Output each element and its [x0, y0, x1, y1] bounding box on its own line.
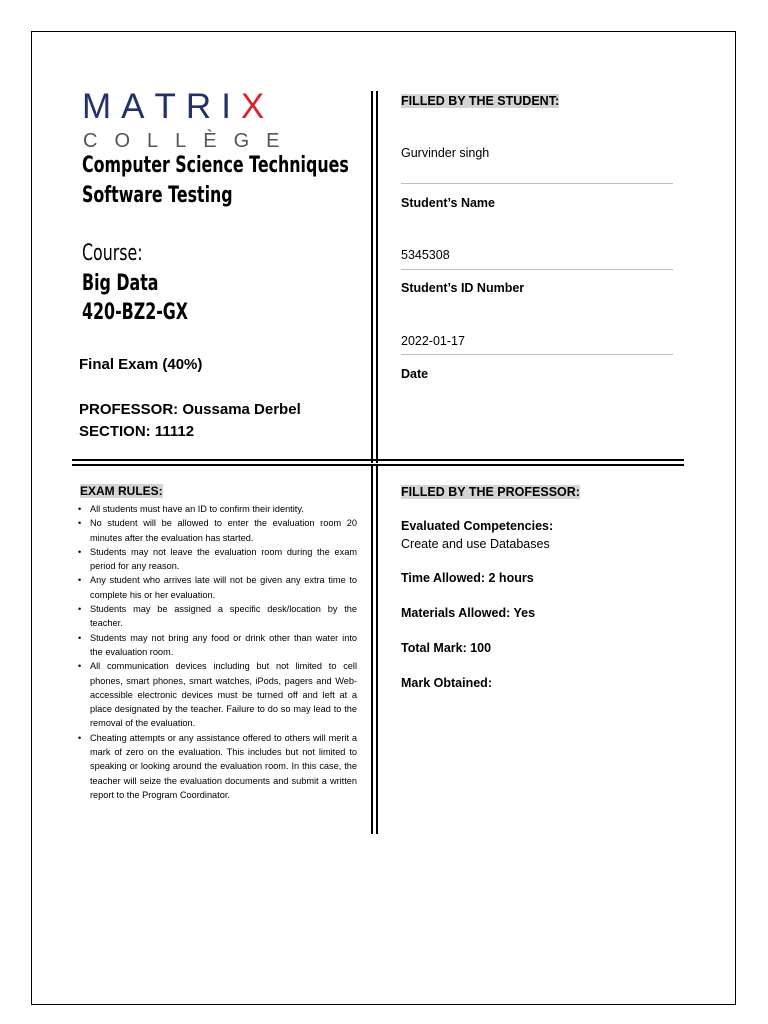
college-logo [82, 88, 274, 126]
rule-item: • All students must have an ID to confirm their identity. [76, 502, 357, 516]
vertical-divider-bottom-inner [376, 466, 378, 834]
logo-subtitle: COLLÈGE [83, 130, 297, 152]
rule-item: • Students may not leave the evaluation room during the exam period for any reason. [76, 545, 357, 574]
exam-title: Final Exam (40%) [79, 356, 203, 373]
logo-letter: M [82, 87, 122, 126]
horizontal-divider [72, 459, 684, 461]
student-box-heading [401, 94, 559, 108]
competencies-value: Create and use Databases [401, 537, 550, 551]
total-mark: Total Mark: 100 [401, 641, 492, 655]
competencies-label: Evaluated Competencies: [401, 519, 554, 533]
rule-item: • No student will be allowed to enter the evaluation room 20 minutes after the evaluation has started. [76, 516, 357, 545]
date-label: Date [401, 367, 429, 381]
logo-letter: T [154, 87, 186, 126]
date-underline [401, 354, 673, 355]
student-id-label: Student’s ID Number [401, 281, 525, 295]
exam-rules-list [76, 502, 357, 802]
student-name-underline [401, 183, 673, 184]
horizontal-divider-inner [72, 464, 684, 466]
student-name-value: Gurvinder singh [401, 146, 490, 160]
course-code: 420-BZ2-GX [82, 300, 189, 325]
logo-letter: A [121, 87, 155, 126]
section-line: SECTION: 11112 [79, 423, 195, 440]
student-name-label: Student’s Name [401, 196, 496, 210]
program-title: Computer Science Techniques [82, 153, 349, 178]
rule-item: • Students may be assigned a specific desk/location by the teacher. [76, 602, 357, 631]
vertical-divider-top [371, 91, 373, 463]
exam-rules-heading-text: EXAM RULES: [80, 484, 163, 498]
vertical-divider-bottom [371, 466, 373, 834]
professor-line: PROFESSOR: Oussama Derbel [79, 401, 301, 418]
rule-item: • Students may not bring any food or drink other than water into the evaluation room. [76, 631, 357, 660]
professor-box-heading [401, 485, 580, 499]
student-id-value: 5345308 [401, 248, 450, 262]
date-value: 2022-01-17 [401, 334, 465, 348]
exam-rules-heading [80, 484, 163, 498]
vertical-divider-top-inner [376, 91, 378, 463]
student-box-heading-text: FILLED BY THE STUDENT: [401, 94, 560, 108]
professor-box-heading-text: FILLED BY THE PROFESSOR: [401, 485, 580, 499]
materials-allowed: Materials Allowed: Yes [401, 606, 536, 620]
rule-item: • All communication devices including but not limited to cell phones, smart phones, smart watches, iPods, pagers and Web-accessible electronic devices must be turned off and left at a place designated by the teacher. Failure to do so may lead to the removal of the evaluation. [76, 659, 357, 730]
rule-item: • Cheating attempts or any assistance offered to others will merit a mark of zero on the evaluation. This includes but not limited to speaking or looking around the evaluation room. In this case, the teacher will seize the evaluation documents and submit a written report to the Program Coordinator. [76, 731, 357, 802]
time-allowed: Time Allowed: 2 hours [401, 571, 534, 585]
course-label: Course: [82, 241, 143, 266]
mark-obtained: Mark Obtained: [401, 676, 492, 690]
logo-letter: X [240, 87, 275, 126]
logo-letter: R [185, 87, 222, 126]
program-subtitle: Software Testing [82, 183, 233, 208]
logo-letter: I [221, 87, 241, 126]
student-id-underline [401, 269, 673, 270]
course-name: Big Data [82, 271, 159, 296]
rule-item: • Any student who arrives late will not be given any extra time to complete his or her evaluation. [76, 573, 357, 602]
